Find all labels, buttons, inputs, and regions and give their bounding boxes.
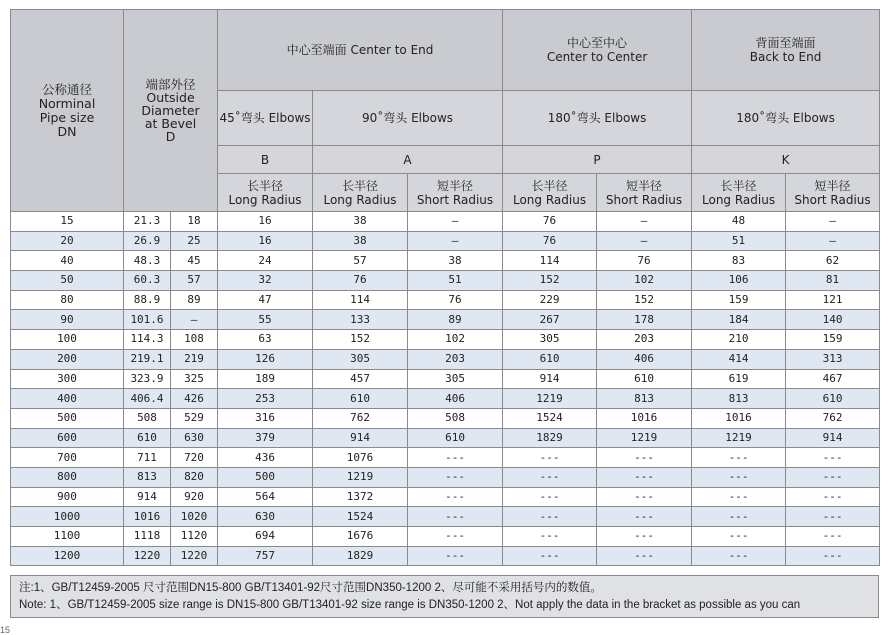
cell-od-a: 406.4 [124,389,171,409]
cell-a-long: 1676 [313,527,408,547]
elbow-180-k-header: 180˚弯头 Elbows [692,91,880,146]
cell-od-b: 108 [171,330,218,350]
elbow-45-header: 45˚弯头 Elbows [218,91,313,146]
cell-p-long: 1829 [503,428,597,448]
cell-p-short: 813 [597,389,692,409]
cell-p-long: --- [503,487,597,507]
cell-k-short: 313 [786,349,880,369]
od-en-4: D [165,129,176,144]
b-long-radius-header [218,174,313,212]
cell-b-long: 47 [218,290,313,310]
cell-dn: 20 [11,231,124,251]
p-long-radius-header [503,174,597,212]
cell-od-a: 610 [124,428,171,448]
cell-p-short: – [597,231,692,251]
cell-od-b: 1120 [171,527,218,547]
center-to-end-header [218,10,503,91]
cell-a-short: --- [408,527,503,547]
cell-od-b: 325 [171,369,218,389]
cell-od-a: 1118 [124,527,171,547]
cell-p-short: 610 [597,369,692,389]
sr-en: Short Radius [416,192,494,207]
cell-a-long: 38 [313,231,408,251]
table-row [11,310,880,330]
p-short-radius-header [597,174,692,212]
cell-a-short: – [408,231,503,251]
cell-p-long: 152 [503,271,597,291]
cell-a-short: 610 [408,428,503,448]
cell-k-short: 121 [786,290,880,310]
cell-a-short: 508 [408,408,503,428]
cell-p-long: 1524 [503,408,597,428]
lr-en: Long Radius [228,192,302,207]
cell-od-a: 219.1 [124,349,171,369]
lr-en: Long Radius [323,192,397,207]
table-row [11,349,880,369]
cell-dn: 900 [11,487,124,507]
cell-a-long: 57 [313,251,408,271]
table-row [11,507,880,527]
elbow-90-header: 90˚弯头 Elbows [313,91,503,146]
cell-a-short: 102 [408,330,503,350]
cell-dn: 700 [11,448,124,468]
cell-a-long: 457 [313,369,408,389]
cell-dn: 50 [11,271,124,291]
cell-a-short: --- [408,546,503,566]
cell-p-short: --- [597,448,692,468]
cell-p-long: 305 [503,330,597,350]
center-to-center-header [503,10,692,91]
cell-od-a: 1016 [124,507,171,527]
cell-a-long: 1076 [313,448,408,468]
ctc-cn: 中心至中心 [567,36,628,50]
cell-k-long: 414 [692,349,786,369]
cell-od-a: 88.9 [124,290,171,310]
cell-k-short: --- [786,448,880,468]
cell-od-b: 426 [171,389,218,409]
sr-en: Short Radius [794,192,871,207]
cell-k-long: --- [692,448,786,468]
table-row [11,428,880,448]
cell-od-a: 813 [124,467,171,487]
sr-cn: 短半径 [626,178,663,193]
cell-od-a: 323.9 [124,369,171,389]
cell-dn: 1100 [11,527,124,547]
cell-a-long: 1829 [313,546,408,566]
k-long-radius-header [692,174,786,212]
cell-k-long: 83 [692,251,786,271]
cell-p-long: 229 [503,290,597,310]
cell-k-short: 762 [786,408,880,428]
nominal-en-3: DN [57,123,77,139]
cte-cn: 中心至端面 [286,43,347,57]
cell-p-short: --- [597,527,692,547]
cell-od-b: – [171,310,218,330]
cell-a-long: 133 [313,310,408,330]
cell-p-long: --- [503,527,597,547]
cell-k-long: --- [692,487,786,507]
nominal-cn: 公称通径 [41,81,92,97]
cell-od-a: 60.3 [124,271,171,291]
cell-p-long: 1219 [503,389,597,409]
table-row [11,271,880,291]
cell-od-a: 48.3 [124,251,171,271]
cell-b-long: 757 [218,546,313,566]
cell-k-long: --- [692,467,786,487]
cell-p-short: 178 [597,310,692,330]
cell-b-long: 500 [218,467,313,487]
cell-k-short: 914 [786,428,880,448]
cell-a-short: 76 [408,290,503,310]
table-row [11,389,880,409]
cell-p-short: 102 [597,271,692,291]
page-number: 15 [0,625,11,635]
bte-cn: 背面至端面 [755,36,816,50]
od-en-2: Diameter [141,103,200,118]
cell-p-short: 1016 [597,408,692,428]
cell-od-a: 914 [124,487,171,507]
cell-b-long: 253 [218,389,313,409]
cell-p-short: 1219 [597,428,692,448]
cell-a-long: 114 [313,290,408,310]
cell-a-short: 38 [408,251,503,271]
lr-cn: 长半径 [342,178,379,193]
cell-b-long: 55 [218,310,313,330]
cell-od-b: 820 [171,467,218,487]
cell-p-short: 76 [597,251,692,271]
cell-od-a: 114.3 [124,330,171,350]
cell-od-b: 720 [171,448,218,468]
cell-a-short: 89 [408,310,503,330]
lr-cn: 长半径 [247,178,284,193]
back-to-end-header [692,10,880,91]
cell-p-short: 203 [597,330,692,350]
od-cn: 端部外径 [145,77,196,92]
cell-k-long: 159 [692,290,786,310]
k-short-radius-header [786,174,880,212]
letter-a: A [313,146,503,174]
cell-a-short: --- [408,448,503,468]
lr-cn: 长半径 [531,178,568,193]
cell-dn: 600 [11,428,124,448]
cell-dn: 500 [11,408,124,428]
cell-a-short: – [408,212,503,232]
cell-a-long: 610 [313,389,408,409]
cell-k-long: 619 [692,369,786,389]
note-en: Note: 1、GB/T12459-2005 size range is DN15-800 GB/T13401-92 size range is DN350-1200 2、Not apply the data in the bracket as possible as you can [19,599,801,611]
cell-od-b: 25 [171,231,218,251]
cell-od-b: 57 [171,271,218,291]
cell-p-short: 406 [597,349,692,369]
elbow-dimension-table [10,9,880,566]
cell-b-long: 24 [218,251,313,271]
cell-dn: 300 [11,369,124,389]
cell-k-long: --- [692,527,786,547]
cell-od-b: 219 [171,349,218,369]
od-en-3: at Bevel [144,116,197,131]
cell-k-long: 184 [692,310,786,330]
cell-od-a: 101.6 [124,310,171,330]
cell-b-long: 436 [218,448,313,468]
cell-p-long: 76 [503,231,597,251]
table-row [11,408,880,428]
cell-a-long: 914 [313,428,408,448]
cell-od-b: 1220 [171,546,218,566]
cell-k-short: 159 [786,330,880,350]
cell-p-short: --- [597,546,692,566]
cell-b-long: 564 [218,487,313,507]
cell-k-long: 48 [692,212,786,232]
cell-k-short: 467 [786,369,880,389]
outside-diameter-header [124,10,218,212]
nominal-en-1: Norminal [38,95,96,111]
cell-od-a: 1220 [124,546,171,566]
table-row [11,546,880,566]
cell-k-short: 62 [786,251,880,271]
cell-k-short: --- [786,467,880,487]
cte-en: Center to End [350,43,434,57]
cell-od-a: 21.3 [124,212,171,232]
sr-cn: 短半径 [437,178,474,193]
cell-p-long: --- [503,546,597,566]
cell-od-b: 18 [171,212,218,232]
cell-p-long: 267 [503,310,597,330]
cell-p-short: 152 [597,290,692,310]
cell-dn: 400 [11,389,124,409]
cell-a-long: 1524 [313,507,408,527]
cell-b-long: 126 [218,349,313,369]
cell-dn: 1200 [11,546,124,566]
table-row [11,290,880,310]
cell-od-b: 89 [171,290,218,310]
table-row [11,369,880,389]
cell-k-long: 210 [692,330,786,350]
cell-od-b: 529 [171,408,218,428]
table-row [11,212,880,232]
cell-a-short: 51 [408,271,503,291]
elbow-180-p-header: 180˚弯头 Elbows [503,91,692,146]
cell-p-short: --- [597,507,692,527]
cell-p-long: --- [503,507,597,527]
cell-k-long: --- [692,507,786,527]
notes-box [10,575,879,618]
cell-dn: 40 [11,251,124,271]
cell-od-b: 45 [171,251,218,271]
cell-dn: 200 [11,349,124,369]
table-row [11,487,880,507]
table-row [11,467,880,487]
cell-b-long: 694 [218,527,313,547]
table-row [11,527,880,547]
cell-dn: 100 [11,330,124,350]
cell-p-long: 114 [503,251,597,271]
lr-cn: 长半径 [720,178,757,193]
table-row [11,251,880,271]
cell-p-long: --- [503,467,597,487]
cell-k-long: 1219 [692,428,786,448]
cell-od-b: 920 [171,487,218,507]
cell-dn: 1000 [11,507,124,527]
cell-od-b: 1020 [171,507,218,527]
cell-k-short: – [786,212,880,232]
lr-en: Long Radius [512,192,587,207]
cell-dn: 15 [11,212,124,232]
cell-a-short: 406 [408,389,503,409]
letter-k: K [692,146,880,174]
cell-b-long: 189 [218,369,313,389]
cell-a-long: 762 [313,408,408,428]
cell-k-long: 106 [692,271,786,291]
cell-p-long: --- [503,448,597,468]
cell-b-long: 16 [218,212,313,232]
cell-k-short: --- [786,487,880,507]
cell-a-long: 1219 [313,467,408,487]
cell-b-long: 63 [218,330,313,350]
bte-en: Back to End [749,50,822,64]
cell-b-long: 630 [218,507,313,527]
cell-p-short: – [597,212,692,232]
cell-p-long: 610 [503,349,597,369]
cell-k-long: 813 [692,389,786,409]
sr-en: Short Radius [605,192,683,207]
cell-a-long: 38 [313,212,408,232]
cell-dn: 800 [11,467,124,487]
cell-k-short: --- [786,527,880,547]
table-row [11,330,880,350]
cell-a-short: 305 [408,369,503,389]
cell-k-short: 610 [786,389,880,409]
cell-b-long: 16 [218,231,313,251]
ctc-en: Center to Center [546,50,648,64]
cell-p-short: --- [597,467,692,487]
sr-cn: 短半径 [814,178,851,193]
note-cn: 注:1、GB/T12459-2005 尺寸范围DN15-800 GB/T13401-92尺寸范围DN350-1200 2、尽可能不采用括号内的数值。 [19,582,602,594]
cell-b-long: 379 [218,428,313,448]
nominal-en-2: Pipe size [39,109,95,125]
cell-a-short: --- [408,467,503,487]
cell-k-short: --- [786,546,880,566]
cell-a-short: 203 [408,349,503,369]
cell-b-long: 32 [218,271,313,291]
table-body [11,212,880,566]
table-row [11,448,880,468]
cell-p-long: 914 [503,369,597,389]
cell-k-short: 140 [786,310,880,330]
cell-p-long: 76 [503,212,597,232]
table-row [11,231,880,251]
a-short-radius-header [408,174,503,212]
od-en-1: Outside [146,90,195,105]
cell-a-short: --- [408,487,503,507]
cell-k-short: 81 [786,271,880,291]
cell-k-long: 51 [692,231,786,251]
a-long-radius-header [313,174,408,212]
cell-k-long: --- [692,546,786,566]
cell-od-a: 26.9 [124,231,171,251]
cell-a-long: 1372 [313,487,408,507]
cell-k-short: – [786,231,880,251]
cell-dn: 80 [11,290,124,310]
cell-p-short: --- [597,487,692,507]
lr-en: Long Radius [702,192,776,207]
cell-k-long: 1016 [692,408,786,428]
cell-od-a: 711 [124,448,171,468]
cell-od-b: 630 [171,428,218,448]
cell-b-long: 316 [218,408,313,428]
cell-a-long: 152 [313,330,408,350]
letter-p: P [503,146,692,174]
cell-dn: 90 [11,310,124,330]
cell-a-long: 305 [313,349,408,369]
cell-od-a: 508 [124,408,171,428]
spec-table-wrap [10,9,879,566]
nominal-size-header [11,10,124,212]
cell-a-short: --- [408,507,503,527]
cell-a-long: 76 [313,271,408,291]
letter-b: B [218,146,313,174]
cell-k-short: --- [786,507,880,527]
